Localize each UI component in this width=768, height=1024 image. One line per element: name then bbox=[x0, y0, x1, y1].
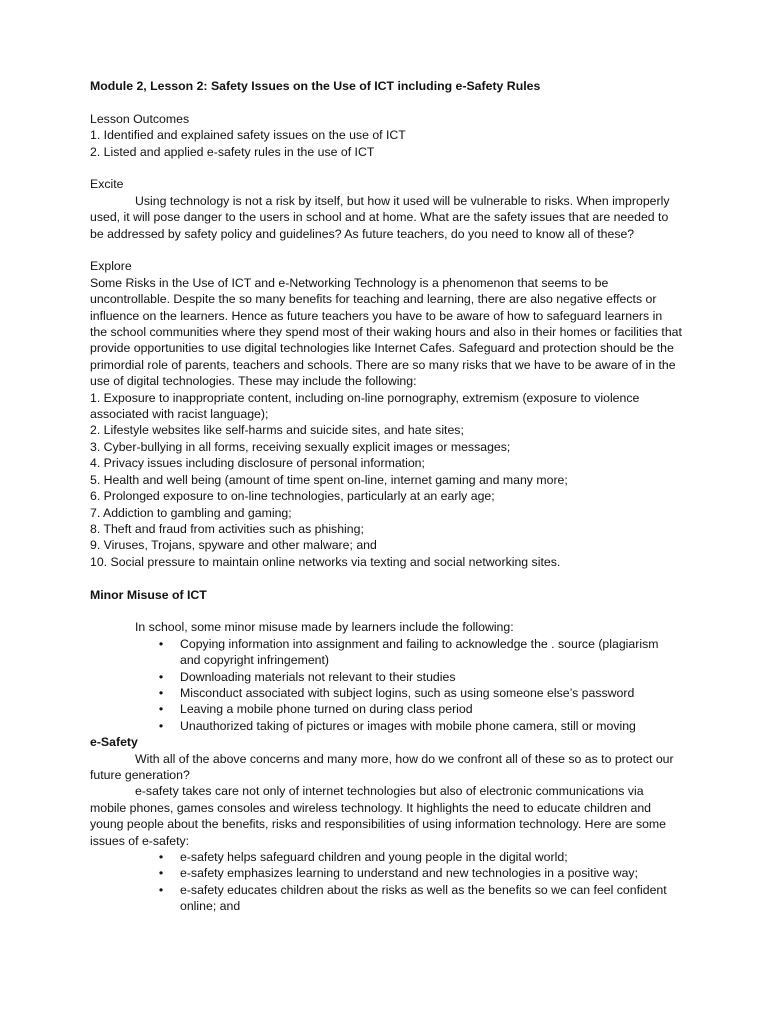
esafety-paragraph-1: With all of the above concerns and many more, how do we confront all of these so as to protect our future generation? bbox=[90, 751, 674, 782]
list-item-text: e-safety educates children about the risks as well as the benefits so we can feel confident online; and bbox=[180, 882, 667, 914]
list-item bbox=[158, 849, 682, 865]
document-page bbox=[90, 78, 682, 915]
esafety-section bbox=[90, 734, 682, 914]
list-item-text: Unauthorized taking of pictures or images with mobile phone camera, still or moving bbox=[180, 718, 636, 733]
list-item bbox=[158, 669, 682, 685]
minor-misuse-list bbox=[90, 636, 682, 734]
outcome-item-2: 2. Listed and applied e-safety rules in the use of ICT bbox=[90, 144, 375, 159]
bullet-icon: • bbox=[158, 685, 164, 700]
minor-misuse-section bbox=[90, 587, 682, 735]
list-item-text: Downloading materials not relevant to their studies bbox=[180, 669, 456, 684]
outcome-item-1: 1. Identified and explained safety issues on the use of ICT bbox=[90, 128, 406, 143]
list-item-text: e-safety emphasizes learning to understand and new technologies in a positive way; bbox=[180, 866, 638, 881]
list-item bbox=[158, 865, 682, 881]
list-item-text: e-safety helps safeguard children and young people in the digital world; bbox=[180, 850, 568, 865]
risk-item: 2. Lifestyle websites like self-harms and suicide sites, and hate sites; bbox=[90, 423, 464, 438]
bullet-icon: • bbox=[158, 669, 164, 684]
explore-paragraph: Some Risks in the Use of ICT and e-Networking Technology is a phenomenon that seems to be uncontrollable. Despite the so many benefits for teaching and learning, there are also negative effects or influence on the learners. Hence as future teachers you have to be aware of how to safeguard learners in the school communities where they spend most of their waking hours and also in their homes or facilities that provide opportunities to use digital technologies like Internet Cafes. Safeguard and protection should be the primordial role of parents, teachers and schools. There are so many risks that we have to be aware of in the use of digital technologies. These may include the following: bbox=[90, 275, 682, 389]
risk-item: 1. Exposure to inappropriate content, including on-line pornography, extremism (exposure to violence associated with racist language); bbox=[90, 390, 640, 422]
list-item bbox=[158, 718, 682, 734]
risk-item: 9. Viruses, Trojans, spyware and other malware; and bbox=[90, 538, 377, 553]
bullet-icon: • bbox=[158, 636, 164, 651]
risk-item: 5. Health and well being (amount of time spent on-line, internet gaming and many more; bbox=[90, 472, 568, 487]
list-item bbox=[158, 685, 682, 701]
list-item-text: Leaving a mobile phone turned on during class period bbox=[180, 702, 473, 717]
list-item bbox=[158, 882, 682, 915]
risk-item: 3. Cyber-bullying in all forms, receiving sexually explicit images or messages; bbox=[90, 439, 511, 454]
bullet-icon: • bbox=[158, 882, 164, 897]
bullet-icon: • bbox=[158, 866, 164, 881]
esafety-list bbox=[90, 849, 682, 915]
explore-section bbox=[90, 258, 682, 570]
excite-paragraph: Using technology is not a risk by itself, but how it used will be vulnerable to risks. When improperly used, it will pose danger to the users in school and at home. What are the safety issues that are needed to be addressed by safety policy and guidelines? As future teachers, do you need to know all of these? bbox=[90, 193, 670, 241]
bullet-icon: • bbox=[158, 718, 164, 733]
document-title: Module 2, Lesson 2: Safety Issues on the Use of ICT including e-Safety Rules bbox=[90, 79, 541, 93]
excite-heading: Excite bbox=[90, 177, 124, 192]
bullet-icon: • bbox=[158, 850, 164, 865]
explore-heading: Explore bbox=[90, 259, 132, 274]
risk-list bbox=[90, 390, 682, 570]
risk-item: 6. Prolonged exposure to on-line technologies, particularly at an early age; bbox=[90, 489, 495, 504]
outcomes-heading: Lesson Outcomes bbox=[90, 111, 190, 126]
esafety-heading: e-Safety bbox=[90, 735, 138, 750]
list-item-text: Copying information into assignment and failing to acknowledge the . source (plagiarism and copyright infringement) bbox=[180, 636, 659, 668]
bullet-icon: • bbox=[158, 702, 164, 717]
lesson-outcomes-section bbox=[90, 111, 682, 160]
list-item-text: Misconduct associated with subject logins, such as using someone else’s password bbox=[180, 685, 635, 700]
risk-item: 4. Privacy issues including disclosure of personal information; bbox=[90, 456, 425, 471]
minor-misuse-intro: In school, some minor misuse made by learners include the following: bbox=[135, 620, 514, 635]
list-item bbox=[158, 701, 682, 717]
risk-item: 8. Theft and fraud from activities such as phishing; bbox=[90, 521, 364, 536]
minor-misuse-heading: Minor Misuse of ICT bbox=[90, 587, 207, 602]
risk-item: 7. Addiction to gambling and gaming; bbox=[90, 505, 292, 520]
esafety-paragraph-2: e-safety takes care not only of internet technologies but also of electronic communications via mobile phones, games consoles and wireless technology. It highlights the need to educate children and young people about the benefits, risks and responsibilities of using information technology. Here are some issues of e-safety: bbox=[90, 784, 667, 848]
list-item bbox=[158, 636, 682, 669]
excite-section bbox=[90, 176, 682, 242]
risk-item: 10. Social pressure to maintain online networks via texting and social networking sites. bbox=[90, 554, 561, 569]
